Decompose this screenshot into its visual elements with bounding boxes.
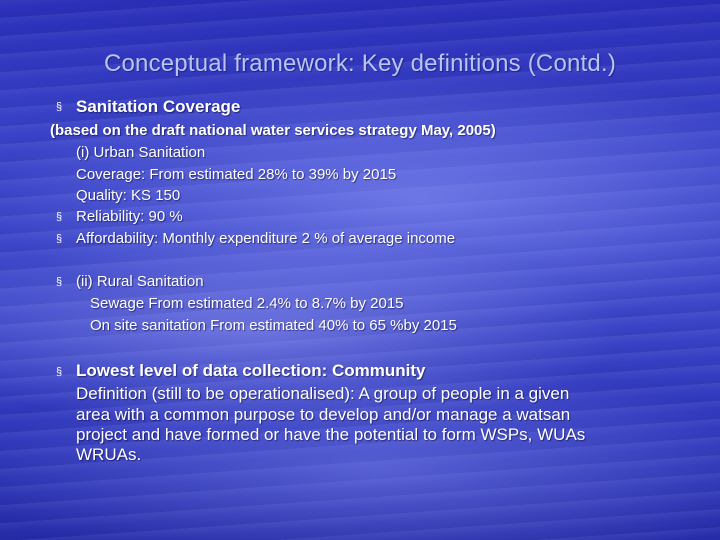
urban-affordability: Affordability: Monthly expenditure 2 % of average income — [76, 230, 456, 247]
based-on-note: (based on the draft national water services strategy May, 2005) — [50, 122, 496, 139]
urban-coverage: Coverage: From estimated 28% to 39% by 2015 — [76, 166, 397, 183]
definition-line: Definition (still to be operationalised): A group of people in a given — [76, 384, 570, 403]
rural-sanitation-heading: (ii) Rural Sanitation — [76, 273, 204, 290]
bullet-icon: § — [56, 276, 63, 288]
urban-sanitation-heading: (i) Urban Sanitation — [76, 144, 206, 161]
sanitation-coverage-heading: Sanitation Coverage — [76, 97, 241, 116]
urban-quality: Quality: KS 150 — [76, 187, 181, 204]
definition-line: project and have formed or have the potential to form WSPs, WUAs — [76, 425, 586, 444]
slide-title: Conceptual framework: Key definitions (Contd.) — [103, 50, 617, 77]
bullet-icon: § — [56, 101, 63, 113]
definition-line: WRUAs. — [76, 445, 142, 464]
rural-sewage: Sewage From estimated 2.4% to 8.7% by 2015 — [90, 295, 404, 312]
urban-reliability: Reliability: 90 % — [76, 208, 183, 225]
lowest-level-heading: Lowest level of data collection: Community — [76, 361, 426, 380]
bullet-icon: § — [56, 211, 63, 223]
definition-line: area with a common purpose to develop and/or manage a watsan — [76, 405, 571, 424]
rural-onsite-sanitation: On site sanitation From estimated 40% to 65 %by 2015 — [90, 317, 457, 334]
bullet-icon: § — [56, 366, 63, 378]
bullet-icon: § — [56, 233, 63, 245]
